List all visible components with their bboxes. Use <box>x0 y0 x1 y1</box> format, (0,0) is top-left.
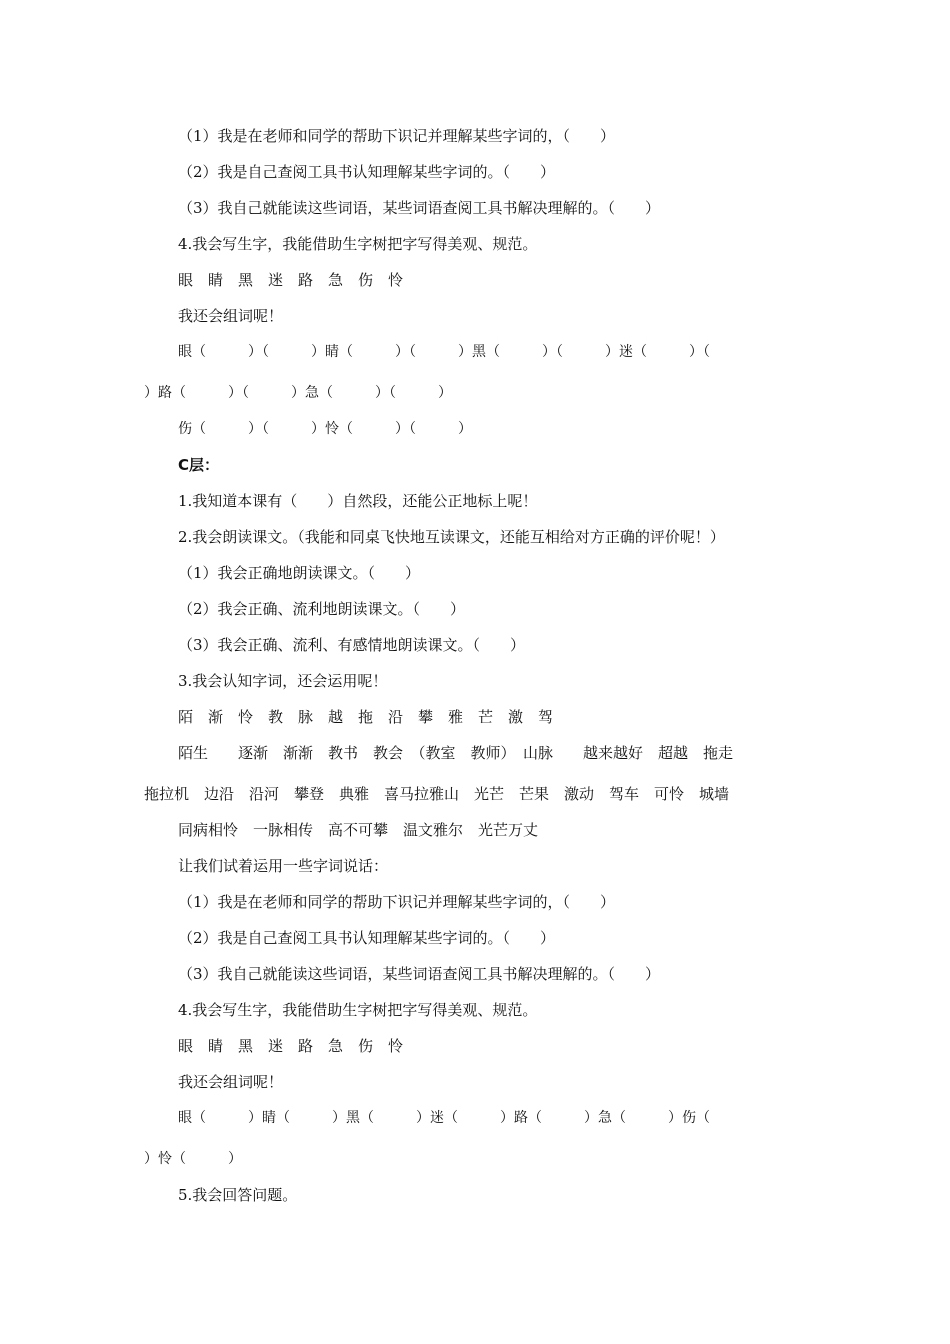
reading-check-1: （1）我会正确地朗读课文。（ ） <box>178 564 421 582</box>
new-characters: 眼 睛 黑 迷 路 急 伤 怜 <box>178 271 404 289</box>
word-forming-line-3: 伤（ ）（ ）怜（ ）（ ） <box>178 421 472 437</box>
new-characters-c: 眼 睛 黑 迷 路 急 伤 怜 <box>178 1037 404 1055</box>
vocabulary-words-1: 陌生 逐渐 渐渐 教书 教会 （教室 教师） 山脉 越来越好 超越 拖走 <box>178 744 734 762</box>
c-check-1: （1）我是在老师和同学的帮助下识记并理解某些字词的，（ ） <box>178 127 616 145</box>
writing-heading-c: 4.我会写生字，我能借助生字树把字写得美观、规范。 <box>178 1001 538 1019</box>
writing-heading: 4.我会写生字，我能借助生字树把字写得美观、规范。 <box>178 235 538 253</box>
vocabulary-characters: 陌 渐 怜 教 脉 越 拖 沿 攀 雅 芒 激 驾 <box>178 708 554 726</box>
section-heading-c: C层： <box>178 456 220 474</box>
word-forming-c-line-2: ）怜（ ） <box>144 1151 242 1167</box>
answer-questions-heading: 5.我会回答问题。 <box>178 1186 298 1204</box>
usage-check-1: （1）我是在老师和同学的帮助下识记并理解某些字词的，（ ） <box>178 893 616 911</box>
word-forming-heading-c: 我还会组词呢！ <box>178 1073 284 1091</box>
vocabulary-idioms: 同病相怜 一脉相传 高不可攀 温文雅尔 光芒万丈 <box>178 821 539 839</box>
reading-heading: 2.我会朗读课文。（我能和同桌飞快地互读课文，还能互相给对方正确的评价呢！） <box>178 528 725 546</box>
usage-check-3: （3）我自己就能读这些词语，某些词语查阅工具书解决理解的。（ ） <box>178 965 661 983</box>
word-forming-line-2: ）路（ ）（ ）急（ ）（ ） <box>144 385 452 401</box>
c-check-3: （3）我自己就能读这些词语，某些词语查阅工具书解决理解的。（ ） <box>178 199 661 217</box>
paragraph-count-question: 1.我知道本课有（ ）自然段，还能公正地标上呢！ <box>178 492 538 510</box>
word-forming-line-1: 眼（ ）（ ）睛（ ）（ ）黑（ ）（ ）迷（ ）（ <box>178 344 710 360</box>
c-check-2: （2）我是自己查阅工具书认知理解某些字词的。（ ） <box>178 163 556 181</box>
reading-check-3: （3）我会正确、流利、有感情地朗读课文。（ ） <box>178 636 526 654</box>
vocabulary-words-2: 拖拉机 边沿 沿河 攀登 典雅 喜马拉雅山 光芒 芒果 激动 驾车 可怜 城墙 <box>144 785 730 803</box>
usage-heading: 让我们试着运用一些字词说话： <box>178 857 389 875</box>
word-forming-c-line-1: 眼（ ）睛（ ）黑（ ）迷（ ）路（ ）急（ ）伤（ <box>178 1110 710 1126</box>
reading-check-2: （2）我会正确、流利地朗读课文。（ ） <box>178 600 466 618</box>
usage-check-2: （2）我是自己查阅工具书认知理解某些字词的。（ ） <box>178 929 556 947</box>
word-forming-heading: 我还会组词呢！ <box>178 307 284 325</box>
vocabulary-heading: 3.我会认知字词，还会运用呢！ <box>178 672 388 690</box>
